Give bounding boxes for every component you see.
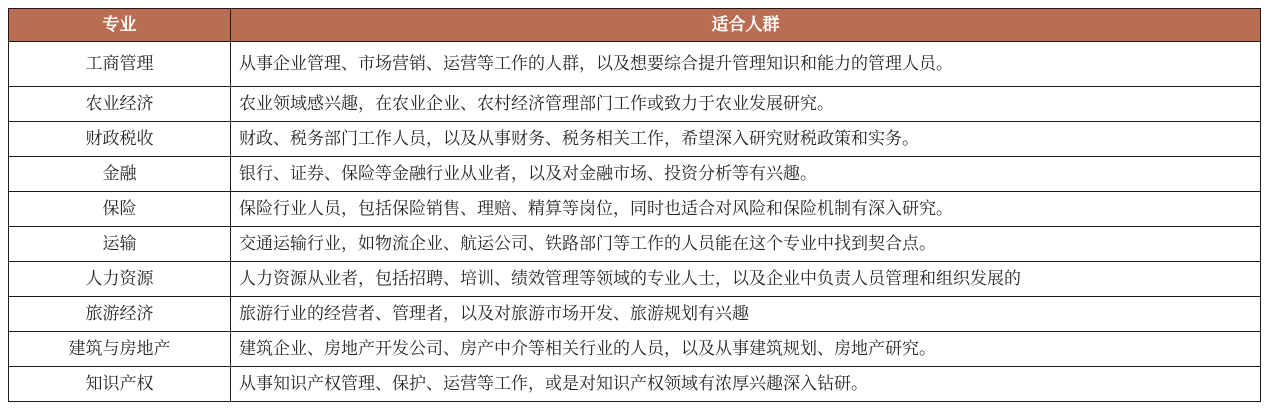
major-cell: 建筑与房地产: [9, 332, 231, 367]
table-row: [9, 332, 1261, 367]
major-cell: 运输: [9, 227, 231, 262]
table-row: [9, 227, 1261, 262]
table-row: [9, 192, 1261, 227]
audience-cell: 财政、税务部门工作人员，以及从事财务、税务相关工作，希望深入研究财税政策和实务。: [231, 122, 1261, 157]
major-cell: 金融: [9, 157, 231, 192]
audience-cell: 人力资源从业者，包括招聘、培训、绩效管理等领域的专业人士，以及企业中负责人员管理和组织发展的: [231, 262, 1261, 297]
major-cell: 保险: [9, 192, 231, 227]
major-cell: 财政税收: [9, 122, 231, 157]
major-cell: 人力资源: [9, 262, 231, 297]
header-cell-audience: 适合人群: [231, 9, 1261, 42]
majors-table: [8, 8, 1261, 402]
table-row: [9, 297, 1261, 332]
major-cell: 旅游经济: [9, 297, 231, 332]
table-row: [9, 42, 1261, 87]
audience-cell: 从事知识产权管理、保护、运营等工作，或是对知识产权领域有浓厚兴趣深入钻研。: [231, 367, 1261, 402]
audience-cell: 从事企业管理、市场营销、运营等工作的人群，以及想要综合提升管理知识和能力的管理人员。: [231, 42, 1261, 87]
audience-cell: 建筑企业、房地产开发公司、房产中介等相关行业的人员，以及从事建筑规划、房地产研究。: [231, 332, 1261, 367]
table-row: [9, 157, 1261, 192]
major-cell: 工商管理: [9, 42, 231, 87]
audience-cell: 农业领域感兴趣，在农业企业、农村经济管理部门工作或致力于农业发展研究。: [231, 87, 1261, 122]
header-row: [9, 9, 1261, 42]
audience-cell: 交通运输行业，如物流企业、航运公司、铁路部门等工作的人员能在这个专业中找到契合点。: [231, 227, 1261, 262]
major-cell: 知识产权: [9, 367, 231, 402]
table-row: [9, 262, 1261, 297]
audience-cell: 旅游行业的经营者、管理者，以及对旅游市场开发、旅游规划有兴趣: [231, 297, 1261, 332]
table-row: [9, 87, 1261, 122]
audience-cell: 保险行业人员，包括保险销售、理赔、精算等岗位，同时也适合对风险和保险机制有深入研究。: [231, 192, 1261, 227]
header-cell-major: 专业: [9, 9, 231, 42]
table-row: [9, 122, 1261, 157]
audience-cell: 银行、证券、保险等金融行业从业者，以及对金融市场、投资分析等有兴趣。: [231, 157, 1261, 192]
major-cell: 农业经济: [9, 87, 231, 122]
table-row: [9, 367, 1261, 402]
